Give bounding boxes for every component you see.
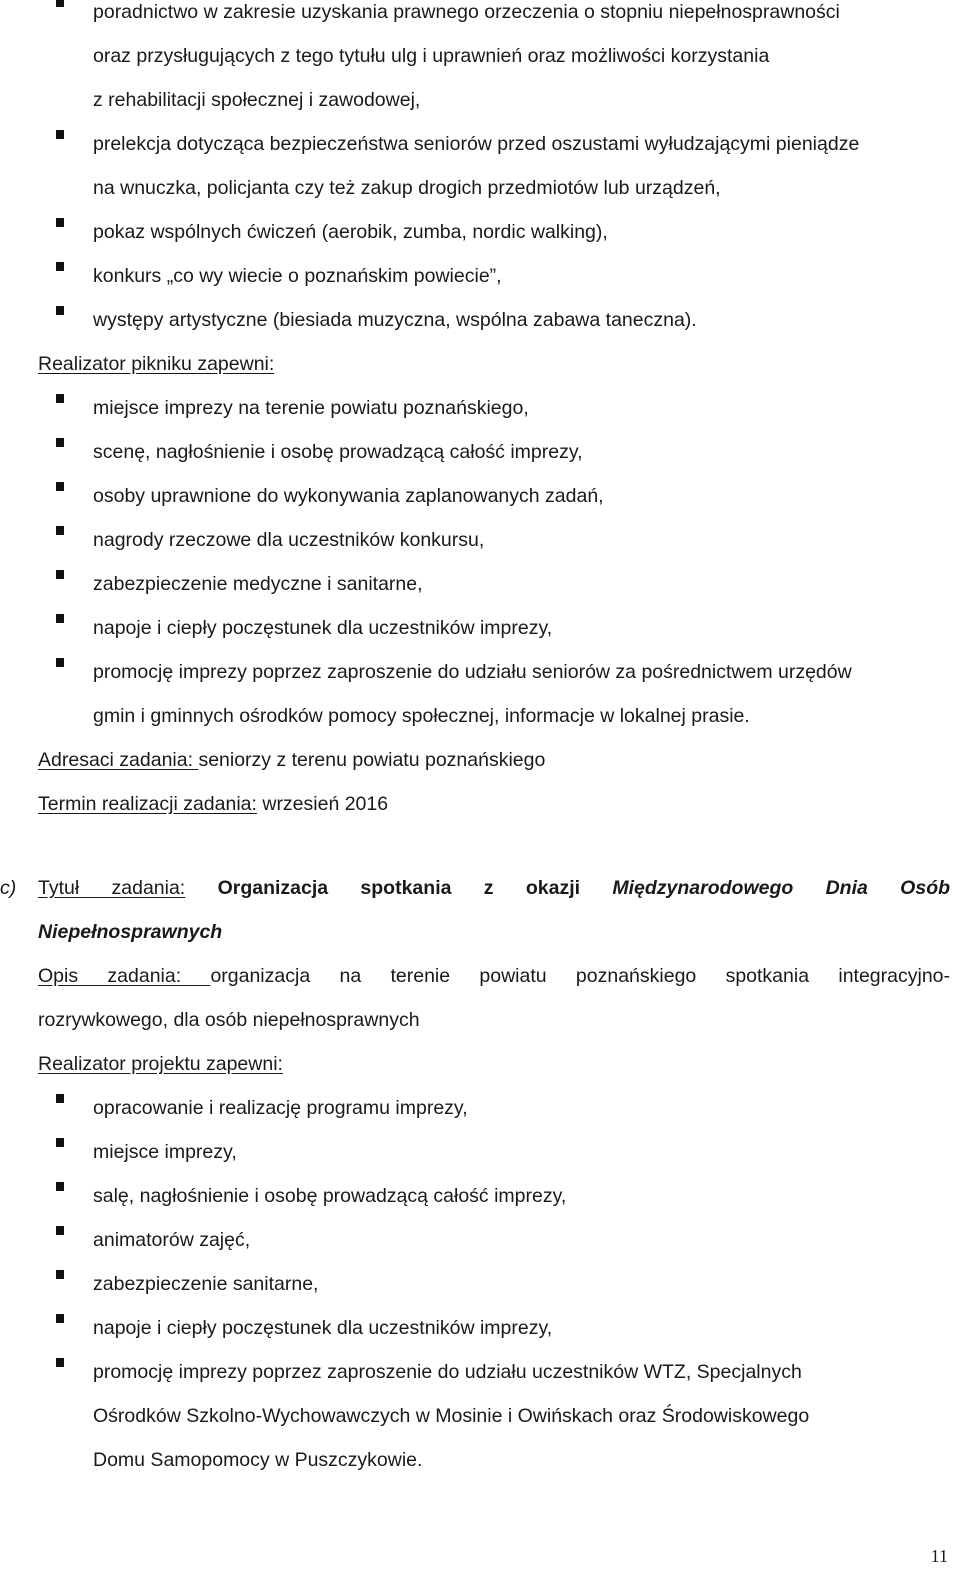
list-item: scenę, nagłośnienie i osobę prowadzącą całość imprezy, — [0, 430, 960, 474]
bullet-icon — [56, 1306, 66, 1350]
bullet-icon — [56, 122, 66, 166]
list-item: poradnictwo w zakresie uzyskania prawnego orzeczenia o stopniu niepełnosprawności — [0, 0, 960, 34]
list-item-continuation: Domu Samopomocy w Puszczykowie. — [93, 1449, 423, 1471]
list-item: nagrody rzeczowe dla uczestników konkursu, — [0, 518, 960, 562]
bullet-icon — [56, 298, 66, 342]
bullet-icon — [56, 650, 66, 694]
bullet-icon — [56, 1218, 66, 1262]
list-item: prelekcja dotycząca bezpieczeństwa seniorów przed oszustami wyłudzającymi pieniądze — [0, 122, 960, 166]
list-item: napoje i ciepły poczęstunek dla uczestników imprezy, — [0, 606, 960, 650]
bullet-icon — [56, 606, 66, 650]
picnic-list — [0, 386, 960, 738]
list-item: zabezpieczenie medyczne i sanitarne, — [0, 562, 960, 606]
bullet-icon — [56, 1086, 66, 1130]
list-item-continuation: oraz przysługujących z tego tytułu ulg i uprawnień oraz możliwości korzystania — [93, 45, 770, 67]
bullet-icon — [56, 0, 66, 34]
section-c-realizator-heading: Realizator projektu zapewni: — [38, 1053, 283, 1075]
bullet-icon — [56, 1130, 66, 1174]
page-number: 11 — [930, 1546, 948, 1566]
bullet-icon — [56, 430, 66, 474]
bullet-icon — [56, 386, 66, 430]
picnic-heading: Realizator pikniku zapewni: — [38, 353, 275, 375]
section-c-description-line2: rozrywkowego, dla osób niepełnosprawnych — [38, 1009, 420, 1031]
bullet-icon — [56, 1174, 66, 1218]
list-item: salę, nagłośnienie i osobę prowadzącą całość imprezy, — [0, 1174, 960, 1218]
list-item: promocję imprezy poprzez zaproszenie do udziału uczestników WTZ, Specjalnych — [0, 1350, 960, 1394]
list-item-continuation: na wnuczka, policjanta czy też zakup drogich przedmiotów lub urządzeń, — [93, 177, 721, 199]
bullet-icon — [56, 562, 66, 606]
bullet-icon — [56, 474, 66, 518]
list-item: miejsce imprezy, — [0, 1130, 960, 1174]
list-item-continuation: gmin i gminnych ośrodków pomocy społecznej, informacje w lokalnej prasie. — [93, 705, 750, 727]
list-item: opracowanie i realizację programu imprezy, — [0, 1086, 960, 1130]
section-c-title: Tytuł zadania: Organizacja spotkania z okazji Międzynarodowego Dnia Osób — [38, 877, 951, 899]
bullet-icon — [56, 210, 66, 254]
list-item: osoby uprawnione do wykonywania zaplanowanych zadań, — [0, 474, 960, 518]
list-item: animatorów zajęć, — [0, 1218, 960, 1262]
list-item-continuation: Ośrodków Szkolno-Wychowawczych w Mosinie i Owińskach oraz Środowiskowego — [93, 1405, 810, 1427]
section-c-list — [0, 1086, 960, 1482]
list-item: pokaz wspólnych ćwiczeń (aerobik, zumba, nordic walking), — [0, 210, 960, 254]
list-item-continuation: z rehabilitacji społecznej i zawodowej, — [93, 89, 421, 111]
bullet-icon — [56, 1262, 66, 1306]
list-item: napoje i ciepły poczęstunek dla uczestników imprezy, — [0, 1306, 960, 1350]
section-c-description: Opis zadania: organizacja na terenie powiatu poznańskiego spotkania integracyjno- — [38, 965, 950, 987]
activities-list — [0, 0, 960, 342]
section-c-title-line2: Niepełnosprawnych — [38, 921, 223, 943]
list-item: zabezpieczenie sanitarne, — [0, 1262, 960, 1306]
list-item: konkurs „co wy wiecie o poznańskim powiecie”, — [0, 254, 960, 298]
list-item: występy artystyczne (biesiada muzyczna, wspólna zabawa taneczna). — [0, 298, 960, 342]
bullet-icon — [56, 1350, 66, 1394]
addressees-line: Adresaci zadania: seniorzy z terenu powiatu poznańskiego — [38, 749, 546, 771]
list-item: promocję imprezy poprzez zaproszenie do udziału seniorów za pośrednictwem urzędów — [0, 650, 960, 694]
list-item: miejsce imprezy na terenie powiatu poznańskiego, — [0, 386, 960, 430]
bullet-icon — [56, 254, 66, 298]
section-letter: c) — [0, 877, 17, 899]
deadline-line: Termin realizacji zadania: wrzesień 2016 — [38, 793, 389, 815]
bullet-icon — [56, 518, 66, 562]
